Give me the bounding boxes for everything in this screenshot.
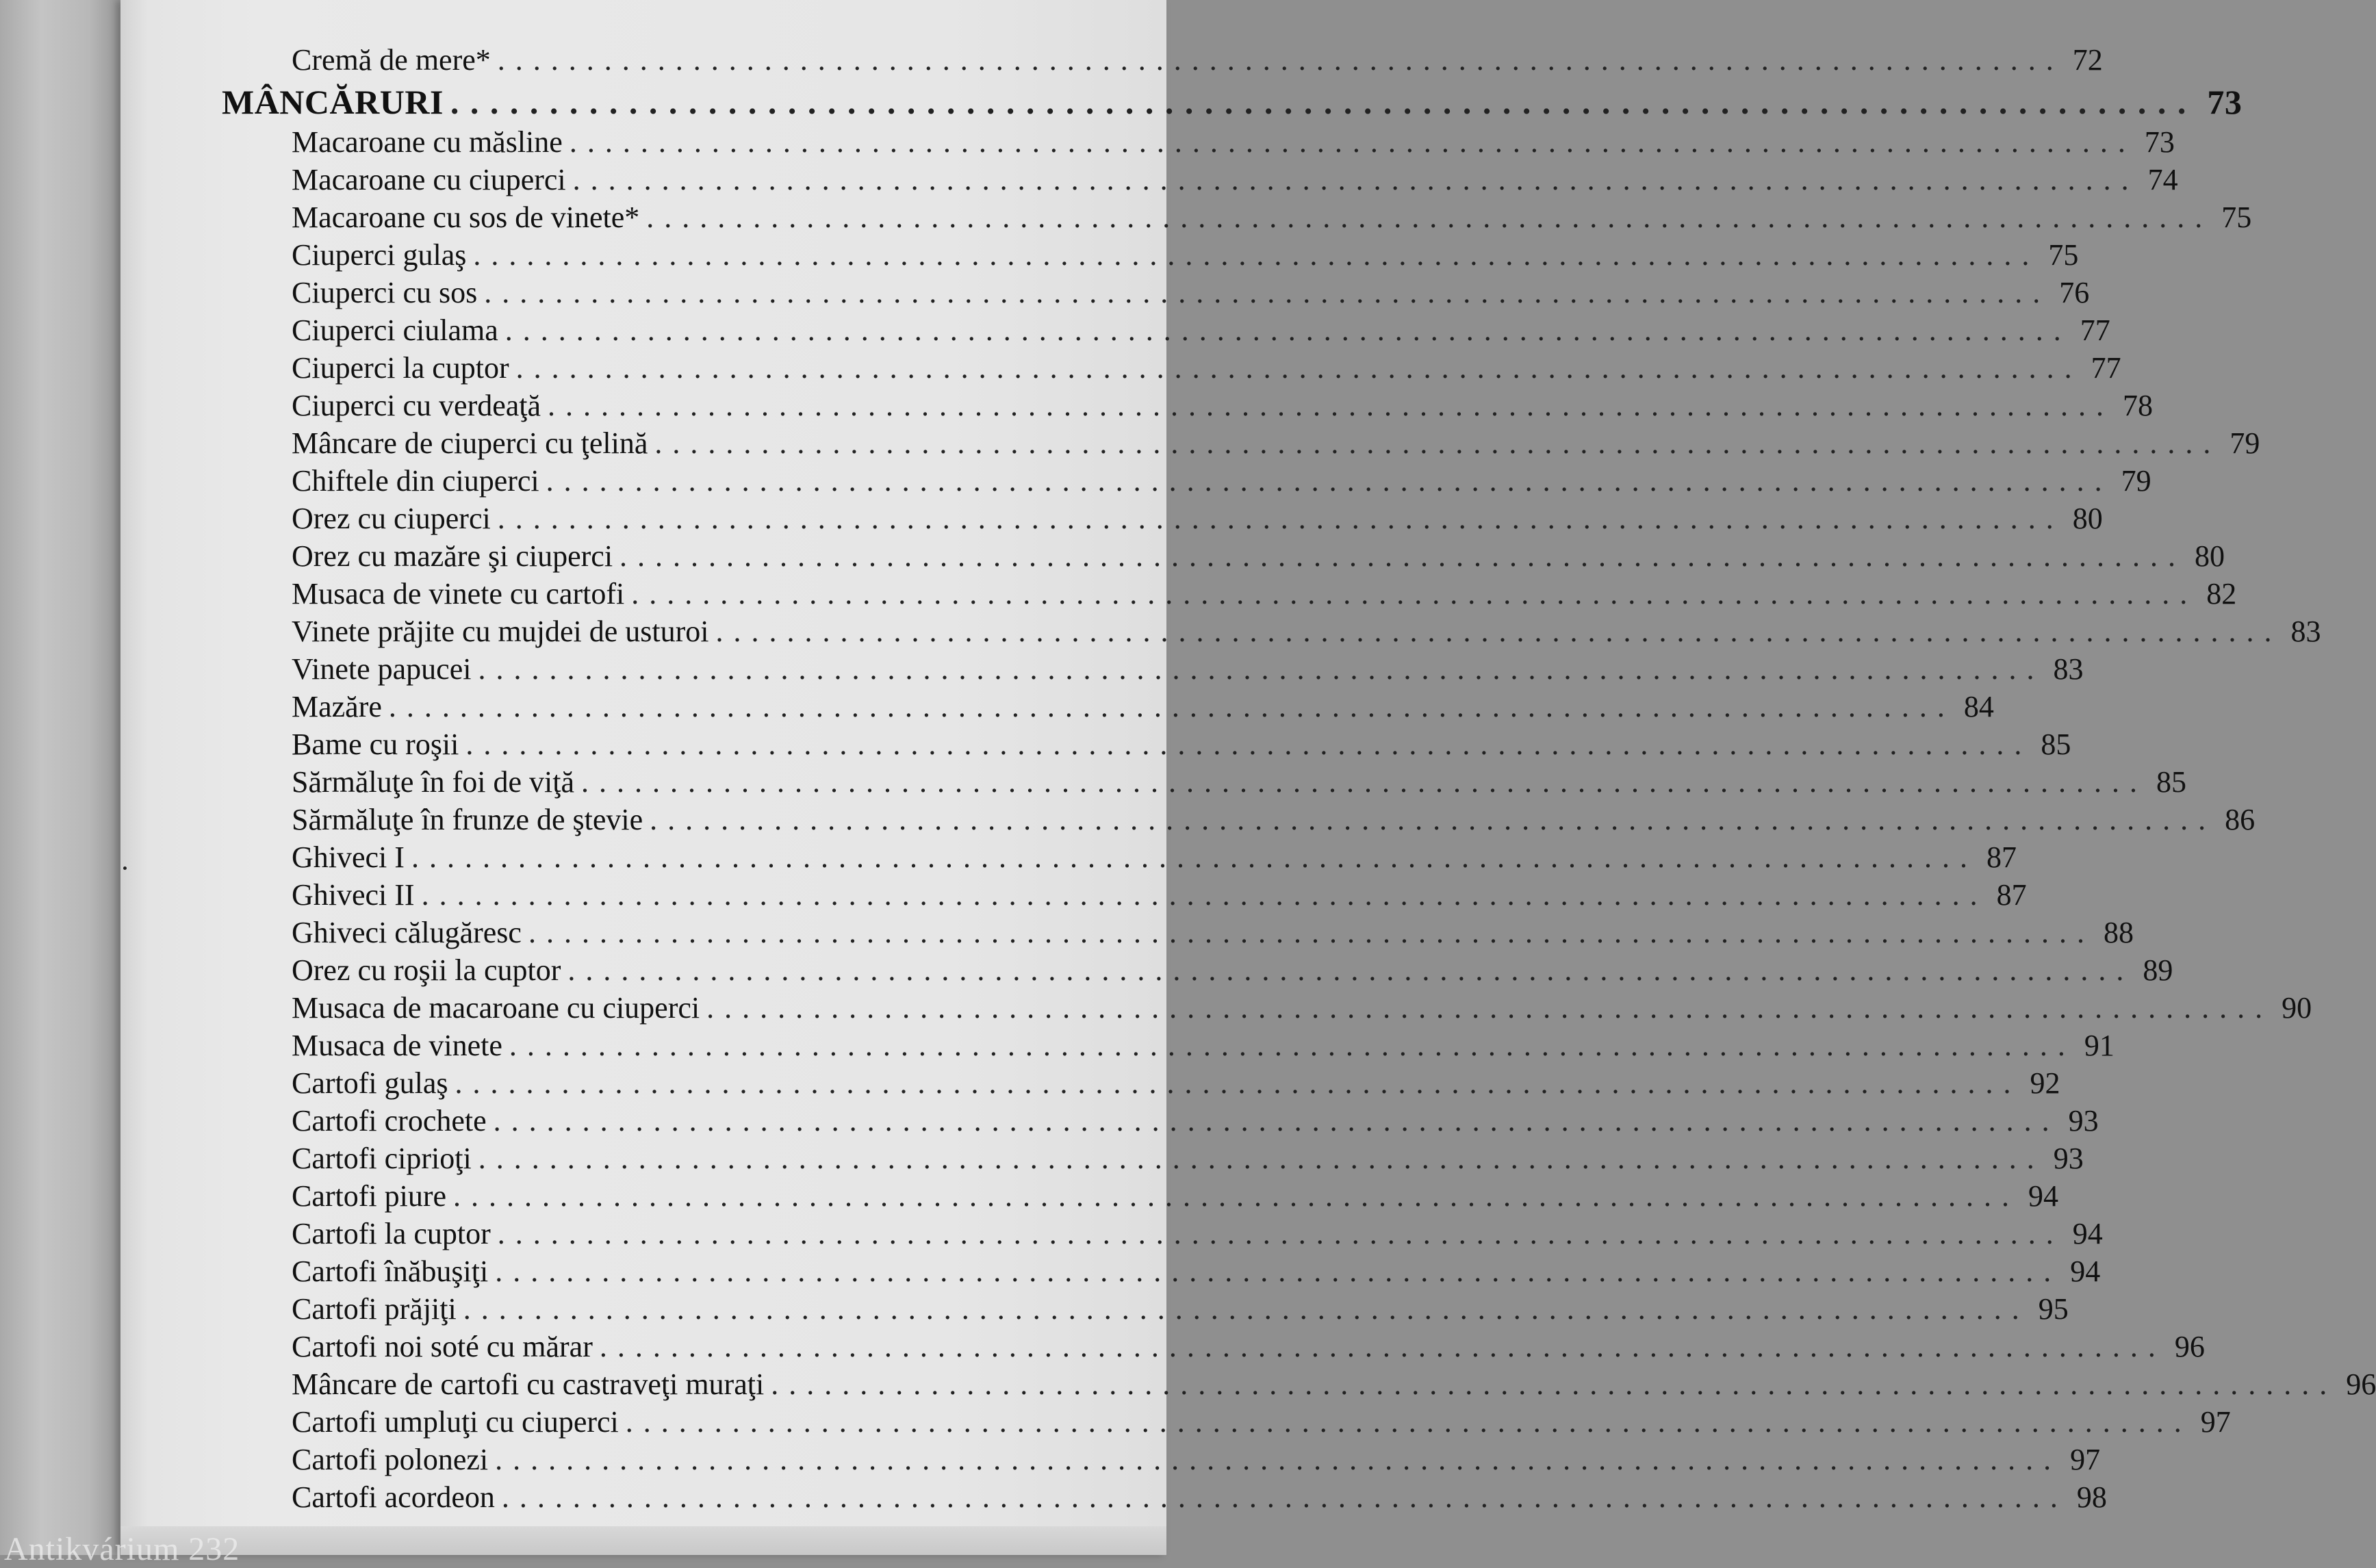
toc-title: Ciuperci cu sos (292, 276, 478, 309)
toc-entry (292, 125, 2175, 162)
toc-entry (292, 802, 2256, 839)
toc-page-number: 89 (2143, 953, 2173, 987)
toc-page-number: 79 (2230, 426, 2260, 460)
dot-leader (516, 350, 2073, 385)
dot-leader (650, 802, 2207, 837)
toc-entry (292, 1329, 2205, 1366)
toc-title: Orez cu ciuperci (292, 502, 491, 535)
toc-entry (292, 877, 2027, 914)
dot-leader (509, 1028, 2067, 1063)
dot-leader (548, 388, 2105, 423)
toc-entry (292, 1179, 2059, 1216)
toc-page-number: 77 (2080, 313, 2110, 347)
toc-title: Vinete prăjite cu mujdei de usturoi (292, 615, 709, 648)
footer-text: Antikvárium 232 (4, 1531, 240, 1567)
toc-page-number: 90 (2282, 991, 2312, 1025)
toc-page-number: 87 (1986, 840, 2017, 874)
toc-entry (292, 915, 2134, 952)
toc-entry (292, 1442, 2101, 1479)
dot-leader (567, 953, 2125, 988)
toc-page-number: 75 (2048, 238, 2079, 272)
toc-page-number: 82 (2206, 577, 2237, 611)
dot-leader (619, 539, 2177, 574)
dot-leader (453, 1179, 2010, 1213)
toc-entry (292, 539, 2225, 576)
dot-leader (495, 1442, 2052, 1477)
toc-title: Musaca de macaroane cu ciuperci (292, 991, 700, 1025)
book-page (120, 0, 2376, 1555)
toc-title: Vinete papucei (292, 652, 472, 686)
toc-entry (292, 501, 2103, 538)
toc-page-number: 96 (2346, 1367, 2376, 1401)
toc-page-number: 92 (2030, 1066, 2060, 1100)
toc-title: Cartofi la cuptor (292, 1217, 491, 1250)
toc-title: Musaca de vinete (292, 1029, 502, 1062)
toc-page-number: 80 (2072, 502, 2103, 535)
toc-title: Bame cu roşii (292, 728, 459, 761)
toc-title: Ciuperci ciulama (292, 313, 498, 347)
dot-leader (631, 576, 2188, 611)
dot-leader (484, 275, 2041, 310)
toc-entry (292, 576, 2237, 613)
page-bottom-edge (120, 1526, 1166, 1555)
toc-title: Cartofi noi soté cu mărar (292, 1330, 593, 1363)
toc-entry (292, 237, 2079, 274)
dot-leader (573, 162, 2130, 197)
toc-entry (292, 1367, 2376, 1404)
toc-entry (292, 42, 2103, 79)
toc-entry (292, 840, 2017, 877)
dot-leader (389, 689, 1946, 724)
toc-title: Mâncare de ciuperci cu ţelină (292, 426, 648, 460)
toc-page-number: 93 (2068, 1104, 2099, 1138)
dot-leader (505, 313, 2062, 348)
toc-page-number: 80 (2195, 539, 2225, 573)
toc-entry (292, 388, 2154, 425)
toc-entry (292, 350, 2121, 387)
toc-title: Ghiveci II (292, 878, 415, 912)
dot-leader (546, 463, 2104, 498)
dot-leader (465, 727, 2023, 762)
dot-leader (528, 915, 2086, 950)
dot-leader (502, 1480, 2059, 1515)
toc-title: Mâncare de cartofi cu castraveţi muraţi (292, 1367, 765, 1401)
toc-entry (292, 614, 2321, 651)
toc-entry (292, 1291, 2069, 1328)
toc-title: Cartofi prăjiţi (292, 1292, 457, 1326)
dot-leader (478, 1141, 2036, 1176)
dot-leader (450, 82, 2188, 122)
toc-page-number: 73 (2207, 83, 2243, 121)
toc-title: Ghiveci I (292, 840, 405, 874)
toc-page-number: 97 (2070, 1443, 2101, 1476)
toc-entry (292, 652, 2084, 689)
toc-title: Ciuperci gulaş (292, 238, 467, 272)
dot-leader (626, 1404, 2183, 1439)
toc-entry (292, 1066, 2060, 1103)
dot-leader (495, 1254, 2052, 1289)
toc-page-number: 83 (2053, 652, 2084, 686)
toc-entry (292, 426, 2260, 463)
toc-page-number: 79 (2121, 464, 2151, 498)
toc-title: Cartofi umpluţi cu ciuperci (292, 1405, 619, 1439)
toc-page-number: 98 (2076, 1480, 2107, 1514)
toc-title: Cremă de mere* (292, 43, 491, 77)
toc-page-number: 91 (2084, 1029, 2115, 1062)
toc-page-number: 96 (2174, 1330, 2205, 1363)
toc-entry (292, 764, 2186, 801)
toc-entry (292, 1028, 2115, 1065)
dot-leader (422, 877, 1979, 912)
dot-leader (411, 840, 1969, 875)
dot-leader (570, 125, 2127, 159)
ink-speck (123, 866, 127, 870)
toc-section (222, 82, 2243, 123)
toc-title: Orez cu mazăre şi ciuperci (292, 539, 613, 573)
dot-leader (494, 1103, 2051, 1138)
toc-entry (292, 1141, 2084, 1178)
toc-entry (292, 953, 2173, 990)
toc-title: Cartofi piure (292, 1179, 447, 1213)
toc-page-number: 76 (2059, 276, 2090, 309)
toc-title: Orez cu roşii la cuptor (292, 953, 561, 987)
toc-page-number: 85 (2156, 765, 2186, 799)
dot-leader (478, 652, 2035, 686)
toc-title: Macaroane cu ciuperci (292, 163, 566, 196)
toc-page-number: 97 (2200, 1405, 2231, 1439)
toc-title: Ciuperci la cuptor (292, 351, 509, 385)
toc-page-number: 73 (2144, 125, 2175, 159)
toc-page-number: 94 (2070, 1255, 2101, 1288)
toc-page-number: 84 (1963, 690, 1994, 723)
dot-leader (706, 990, 2264, 1025)
toc-entry (292, 1480, 2107, 1517)
dot-leader (646, 200, 2203, 235)
toc-page-number: 77 (2091, 351, 2121, 385)
dot-leader (654, 426, 2212, 461)
dot-leader (473, 237, 2030, 272)
toc-entry (292, 1254, 2101, 1291)
dot-leader (716, 614, 2273, 649)
toc-title: Cartofi polonezi (292, 1443, 489, 1476)
dot-leader (600, 1329, 2157, 1364)
toc-entry (292, 162, 2178, 199)
toc-page-number: 93 (2053, 1142, 2084, 1175)
toc-title: MÂNCĂRURI (222, 83, 444, 121)
dot-leader (455, 1066, 2013, 1101)
toc-page-number: 95 (2038, 1292, 2069, 1326)
toc-title: Cartofi crochete (292, 1104, 487, 1138)
toc-entry (292, 463, 2151, 500)
toc-title: Sărmăluţe în foi de viţă (292, 765, 574, 799)
toc-title: Sărmăluţe în frunze de ştevie (292, 803, 643, 836)
toc-title: Cartofi înăbuşiţi (292, 1255, 489, 1288)
toc-entry (292, 313, 2110, 350)
toc-page-number: 72 (2072, 43, 2103, 77)
toc-entry (292, 1216, 2103, 1253)
toc-title: Ghiveci călugăresc (292, 916, 522, 949)
toc-page-number: 85 (2041, 728, 2071, 761)
dot-leader (498, 42, 2055, 77)
toc-page-number: 83 (2290, 615, 2321, 648)
toc-title: Cartofi acordeon (292, 1480, 495, 1514)
toc-title: Cartofi gulaş (292, 1066, 448, 1100)
dot-leader (581, 764, 2138, 799)
toc-page-number: 88 (2103, 916, 2134, 949)
toc-page-number: 94 (2072, 1217, 2103, 1250)
toc-title: Macaroane cu sos de vinete* (292, 201, 640, 234)
toc-entry (292, 990, 2312, 1027)
toc-entry (292, 1404, 2231, 1441)
dot-leader (498, 1216, 2055, 1251)
toc-title: Musaca de vinete cu cartofi (292, 577, 625, 611)
toc-page-number: 74 (2147, 163, 2178, 196)
toc-entry (292, 275, 2090, 312)
toc-title: Ciuperci cu verdeaţă (292, 389, 541, 422)
dot-leader (771, 1367, 2328, 1402)
toc-page-number: 78 (2123, 389, 2154, 422)
toc-title: Macaroane cu măsline (292, 125, 563, 159)
toc-entry (292, 200, 2252, 237)
toc-title: Mazăre (292, 690, 382, 723)
dot-leader (463, 1291, 2021, 1326)
toc-page-number: 75 (2221, 201, 2252, 234)
toc-title: Chiftele din ciuperci (292, 464, 539, 498)
toc-title: Cartofi ciprioţi (292, 1142, 472, 1175)
toc-page-number: 94 (2028, 1179, 2059, 1213)
toc-entry (292, 1103, 2099, 1140)
toc-page-number: 86 (2225, 803, 2256, 836)
dot-leader (498, 501, 2055, 536)
toc-page-number: 87 (1996, 878, 2027, 912)
toc-entry (292, 689, 1994, 726)
toc-entry (292, 727, 2071, 764)
